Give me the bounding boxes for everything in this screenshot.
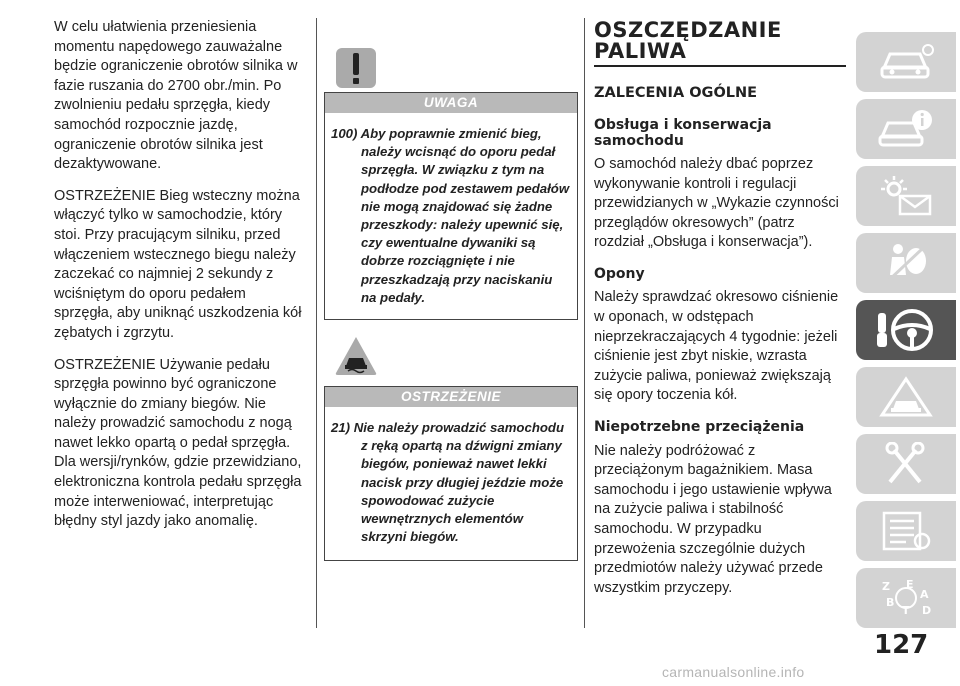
right-column <box>594 20 846 612</box>
warning-item-100: 100) Aby poprawnie zmienić bieg, należy wcisnąć do oporu pedał sprzęgła. W związku z tym na podłodze pod zestawem pedałów nie mogą znajdować się żadne przeszkody: należy upewnić się, czy ewentualne dywaniki są dobrze rozciągnięte i nie przeszkadzają przy naciskaniu na pedały. <box>331 126 570 305</box>
svg-text:B: B <box>886 596 895 609</box>
paragraph-clutch-rpm: W celu ułatwienia przeniesienia momentu napędowego zauważalne będzie ograniczenie obrotów silnika w fazie ruszania do 2700 obr./min. Po zwolnieniu pedału sprzęgła, kiedy samochód rozpocznie jazdę, ograniczenie obrotów silnika jest dezaktywowane. <box>54 19 298 173</box>
alphabetical-index-icon <box>876 576 936 620</box>
section-title <box>594 20 846 62</box>
chapter-tabs <box>856 32 960 635</box>
tab-warning-lights[interactable] <box>856 166 956 226</box>
car-skid-icon <box>334 335 378 382</box>
warning-lights-icon <box>876 174 936 218</box>
page-number: 127 <box>874 630 929 660</box>
tab-starting-driving[interactable] <box>856 300 956 360</box>
svg-text:A: A <box>920 588 929 601</box>
paragraph-maintenance: O samochód należy dbać poprzez wykonywanie kontroli i regulacji przewidzianych w „Wykazie czynności przeglądów okresowych” (patrz rozdział „Obsługa i konserwacja”). <box>594 156 839 251</box>
emergency-triangle-icon <box>876 375 936 419</box>
tab-car-overview[interactable] <box>856 32 956 92</box>
svg-text:D: D <box>922 604 932 617</box>
car-info-icon <box>876 107 936 151</box>
section-title-line1: OSZCZĘDZANIE <box>594 18 782 42</box>
section-title-rule <box>594 65 846 67</box>
paragraph-clutch-usage: OSTRZEŻENIE Używanie pedału sprzęgła powinno być ograniczone wyłącznie do zmiany biegów. Nie należy prowadzić samochodu z nogą nawet lekko opartą o pedał sprzęgła. Dla wersji/rynków, gdzie przewidziano, elektroniczna kontrola pedału sprzęgła może interweniować, interpretując błędny styl jazdy jako anomalię. <box>54 356 302 530</box>
caution-box <box>324 386 578 561</box>
technical-data-icon <box>876 509 936 553</box>
exclamation-warning-icon <box>334 46 378 95</box>
tab-airbag-safety[interactable] <box>856 233 956 293</box>
tab-technical-data[interactable] <box>856 501 956 561</box>
caution-item-21: 21) Nie należy prowadzić samochodu z ręką opartą na dźwigni zmiany biegów, ponieważ nawet lekki nacisk przy długiej jeździe może spowodować zużycie wewnętrznych elementów skrzyni biegów. <box>331 420 565 545</box>
watermark: carmanualsonline.info <box>662 664 805 680</box>
subsection-title: ZALECENIA OGÓLNE <box>594 85 758 101</box>
column-divider-right <box>584 18 585 628</box>
heading-maintenance: Obsługa i konserwacja samochodu <box>594 117 772 149</box>
tab-maintenance[interactable] <box>856 434 956 494</box>
caution-box-header: OSTRZEŻENIE <box>325 387 577 407</box>
heading-overload: Niepotrzebne przeciążenia <box>594 419 805 436</box>
tab-car-info[interactable] <box>856 99 956 159</box>
svg-text:T: T <box>902 604 910 617</box>
paragraph-reverse-gear: OSTRZEŻENIE Bieg wsteczny można włączyć tylko w samochodzie, który stoi. Przy pracującym silniku, przed włączeniem wstecznego biegu należy zaczekać co najmniej 2 sekundy z wciśniętym do oporu pedałem sprzęgła, aby uniknąć uszkodzenia kół zębatych i zgrzytu. <box>54 187 302 341</box>
airbag-safety-icon <box>876 241 936 285</box>
warning-box <box>324 92 578 320</box>
maintenance-tools-icon <box>876 442 936 486</box>
tab-emergency[interactable] <box>856 367 956 427</box>
paragraph-tyres: Należy sprawdzać okresowo ciśnienie w oponach, w odstępach nieprzekraczających 4 tygodnie: jeżeli ciśnienie jest zbyt niskie, wzrasta zużycie paliwa, ponieważ zwiększają się opory toczenia kół. <box>594 289 839 404</box>
warning-box-header: UWAGA <box>325 93 577 113</box>
svg-text:E: E <box>906 578 914 591</box>
svg-text:Z: Z <box>882 580 890 593</box>
column-divider-left <box>316 18 317 628</box>
heading-tyres: Opony <box>594 265 645 282</box>
car-overview-icon <box>876 40 936 84</box>
steering-wheel-icon <box>874 307 938 353</box>
section-title-line2: PALIWA <box>594 39 687 63</box>
paragraph-overload: Nie należy podróżować z przeciążonym bagażnikiem. Masa samochodu i jego ustawienie wpływa na zużycie paliwa i stabilność samochodu. W przypadku przewożenia szczególnie dużych przedmiotów należy używać przede wszystkim przyczepy. <box>594 442 832 596</box>
tab-alphabetical-index[interactable] <box>856 568 956 628</box>
left-column <box>54 18 306 544</box>
